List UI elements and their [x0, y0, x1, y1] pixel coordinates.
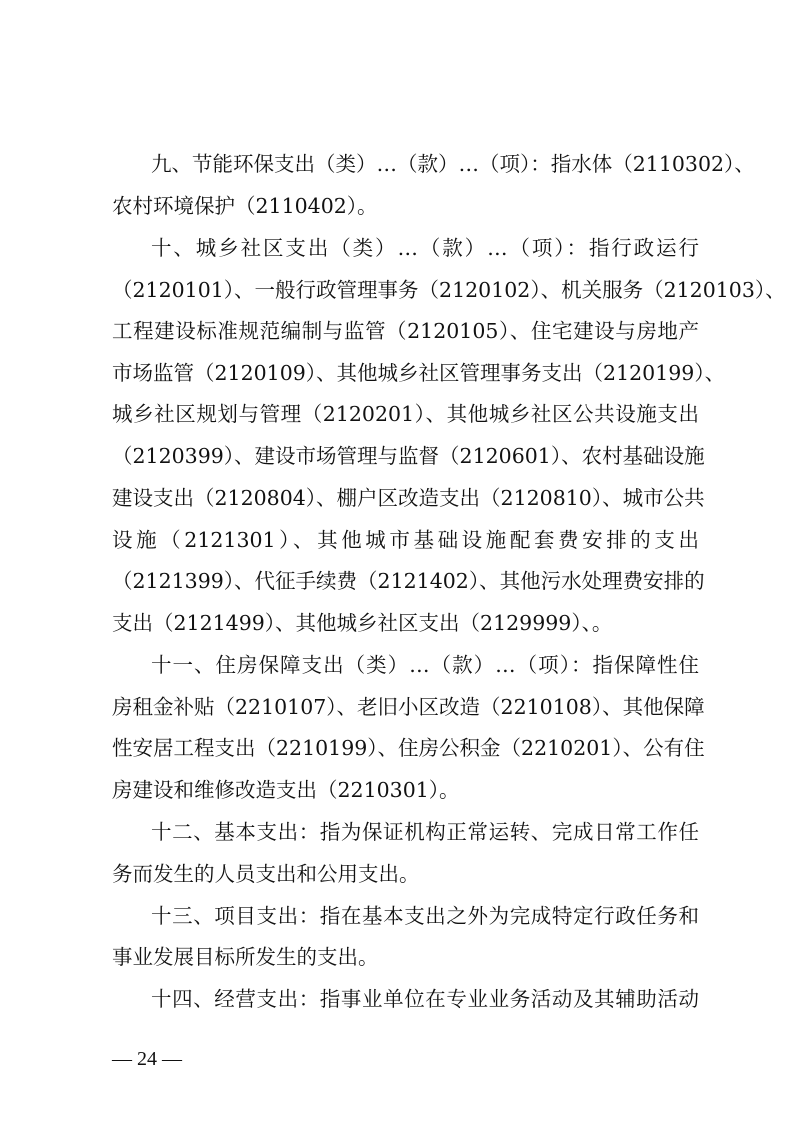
paragraph-10-line-10: 支出（2121499）、其他城乡社区支出（2129999）、。 — [112, 611, 613, 635]
paragraph-9-line-1: 九、节能环保支出（类）…（款）…（项）：指水体（2110302）、 — [151, 152, 755, 176]
paragraph-12-line-2: 务而发生的人员支出和公用支出。 — [112, 862, 420, 886]
paragraph-10-line-1: 十、城乡社区支出（类）…（款）…（项）：指行政运行 — [151, 236, 699, 260]
paragraph-13-line-2: 事业发展目标所发生的支出。 — [112, 945, 379, 969]
paragraph-9-line-2: 农村环境保护（2110402）。 — [112, 194, 378, 218]
paragraph-13-line-1: 十三、项目支出：指在基本支出之外为完成特定行政任务和 — [151, 904, 699, 928]
paragraph-10-line-4: 市场监管（2120109）、其他城乡社区管理事务支出（2120199）、 — [112, 361, 726, 385]
paragraph-11-line-2: 房租金补贴（2210107）、老旧小区改造（2210108）、其他保障 — [112, 695, 705, 719]
paragraph-14-line-1: 十四、经营支出：指事业单位在专业业务活动及其辅助活动 — [151, 987, 699, 1011]
paragraph-11-line-1: 十一、住房保障支出（类）…（款）…（项）：指保障性住 — [151, 653, 699, 677]
paragraph-10-line-2: （2120101）、一般行政管理事务（2120102）、机关服务（2120103）、 — [112, 278, 786, 302]
paragraph-10-line-3: 工程建设标准规范编制与监管（2120105）、住宅建设与房地产 — [112, 319, 699, 343]
paragraph-10-line-6: （2120399）、建设市场管理与监督（2120601）、农村基础设施 — [112, 444, 705, 468]
paragraph-11-line-3: 性安居工程支出（2210199）、住房公积金（2210201）、公有住 — [112, 736, 705, 760]
paragraph-10-line-8: 设施（2121301）、其他城市基础设施配套费安排的支出 — [112, 528, 699, 552]
paragraph-10-line-9: （2121399）、代征手续费（2121402）、其他污水处理费安排的 — [112, 569, 705, 593]
paragraph-10-line-5: 城乡社区规划与管理（2120201）、其他城乡社区公共设施支出 — [112, 402, 699, 426]
paragraph-12-line-1: 十二、基本支出：指为保证机构正常运转、完成日常工作任 — [151, 820, 699, 844]
paragraph-10-line-7: 建设支出（2120804）、棚户区改造支出（2120810）、城市公共 — [112, 486, 705, 510]
paragraph-11-line-4: 房建设和维修改造支出（2210301）。 — [112, 778, 460, 802]
page-number: — 24 — — [112, 1048, 182, 1070]
